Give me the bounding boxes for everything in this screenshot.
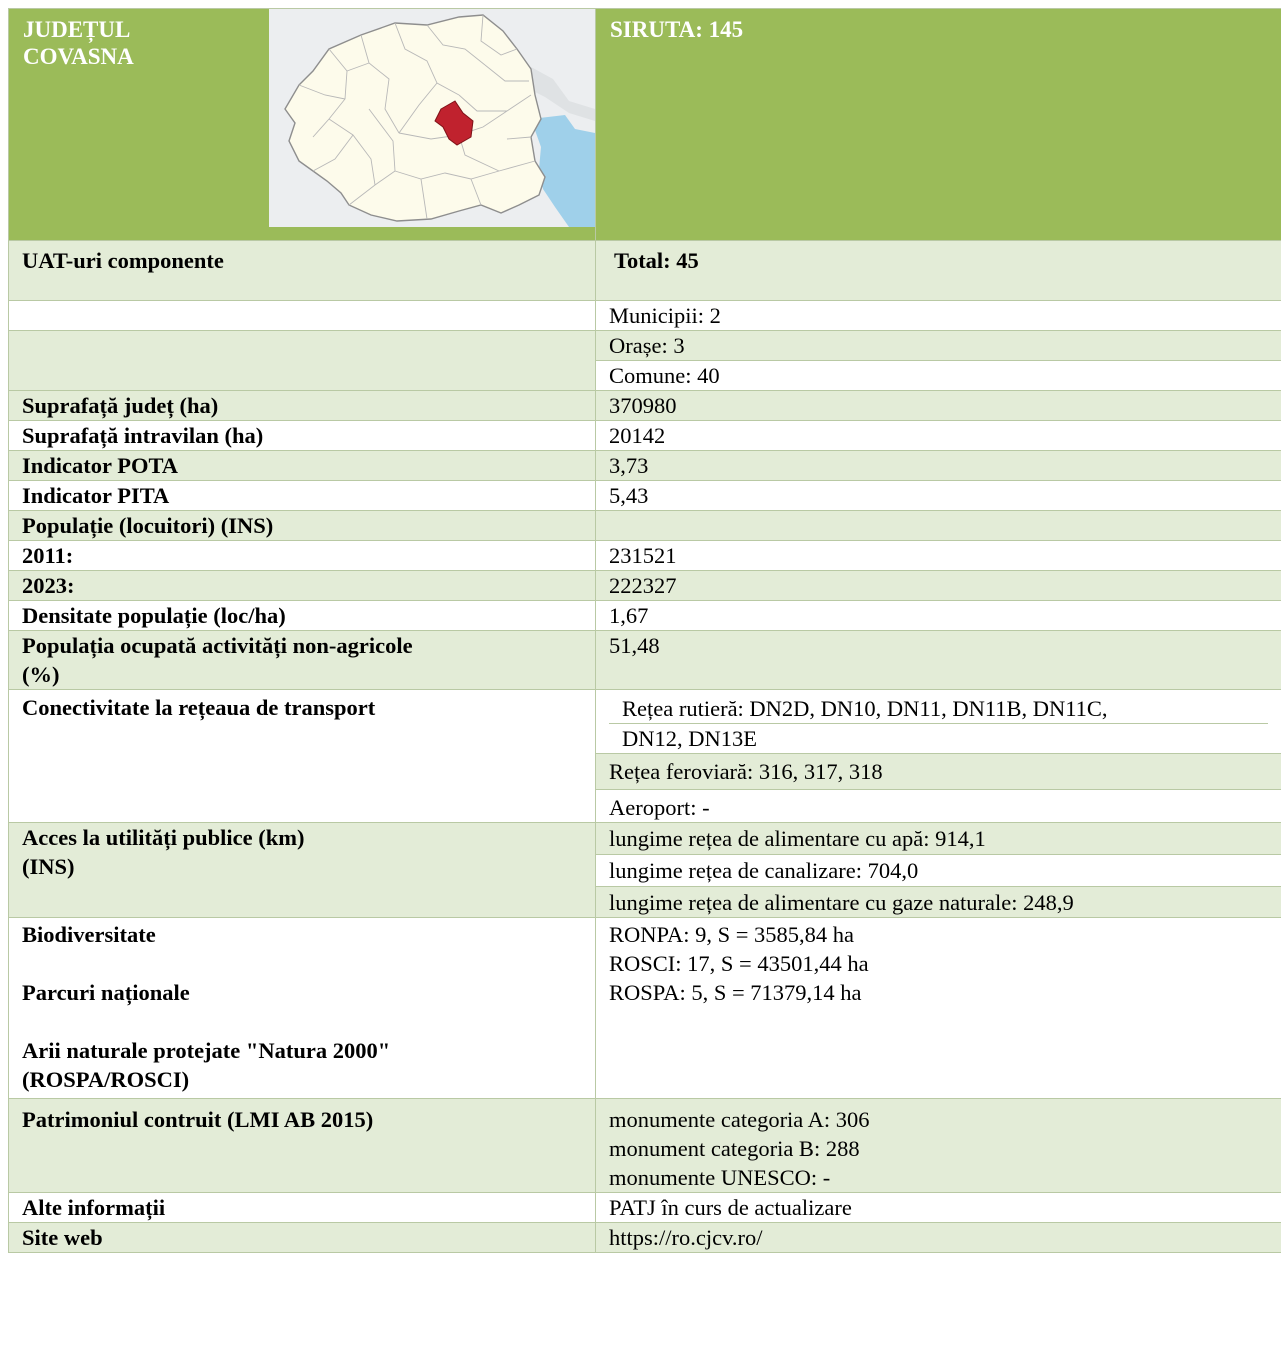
site-web-label: Site web [9, 1223, 596, 1253]
ronpa-value: RONPA: 9, S = 3585,84 ha [609, 922, 855, 947]
alte-informatii-row [9, 1193, 1281, 1223]
categoria-b-value: monument categoria B: 288 [609, 1136, 860, 1161]
suprafata-intravilan-row [9, 421, 1281, 451]
pita-label: Indicator PITA [9, 481, 596, 511]
aeroport-value: Aeroport: - [596, 790, 1281, 822]
comune-value: Comune: 40 [596, 361, 1281, 391]
apa-value: lungime rețea de alimentare cu apă: 914,1 [596, 823, 1281, 855]
utilitati-values [596, 823, 1281, 918]
populatie-row [9, 511, 1281, 541]
site-web-row [9, 1223, 1281, 1253]
alte-informatii-value: PATJ în curs de actualizare [596, 1193, 1281, 1223]
pota-value: 3,73 [596, 451, 1281, 481]
populatie-ocupata-row [9, 631, 1281, 690]
biodiversitate-values [596, 918, 1281, 1099]
municipii-row [9, 301, 1281, 331]
year-2023-label: 2023: [9, 571, 596, 601]
county-title [23, 16, 243, 70]
pita-value: 5,43 [596, 481, 1281, 511]
year-2011-label: 2011: [9, 541, 596, 571]
patrimoniu-row [9, 1099, 1281, 1193]
county-table [8, 8, 1281, 1253]
alte-informatii-label: Alte informații [9, 1193, 596, 1223]
densitate-value: 1,67 [596, 601, 1281, 631]
gaze-value: lungime rețea de alimentare cu gaze naturale: 248,9 [596, 887, 1281, 917]
feroviara-value: Rețea feroviară: 316, 317, 318 [596, 754, 1281, 790]
orase-row [9, 331, 1281, 361]
pota-label: Indicator POTA [9, 451, 596, 481]
transport-row [9, 690, 1281, 823]
orase-value: Orașe: 3 [596, 331, 1281, 361]
rosci-value: ROSCI: 17, S = 43501,44 ha [609, 951, 869, 976]
pota-row [9, 451, 1281, 481]
header-title-cell [9, 9, 596, 241]
patrimoniu-values [596, 1099, 1281, 1193]
romania-map-icon [269, 9, 595, 227]
pita-row [9, 481, 1281, 511]
biodiversitate-label: Biodiversitate Parcuri naționale Arii naturale protejate "Natura 2000" (ROSPA/ROSCI) [9, 918, 596, 1099]
utilitati-label: Acces la utilități publice (km) (INS) [9, 823, 596, 918]
populatie-label: Populație (locuitori) (INS) [9, 511, 596, 541]
site-web-link[interactable]: https://ro.cjcv.ro/ [596, 1223, 1281, 1253]
year-2023-value: 222327 [596, 571, 1281, 601]
header-row [9, 9, 1281, 241]
categoria-a-value: monumente categoria A: 306 [609, 1107, 870, 1132]
biodiversitate-row [9, 918, 1281, 1099]
rutiera-value: Rețea rutieră: DN2D, DN10, DN11, DN11B, DN11C, DN12, DN13E [596, 690, 1281, 754]
siruta-cell: SIRUTA: 145 [596, 9, 1281, 241]
year-2011-value: 231521 [596, 541, 1281, 571]
rospa-value: ROSPA: 5, S = 71379,14 ha [609, 980, 862, 1005]
unesco-value: monumente UNESCO: - [609, 1165, 831, 1190]
populatie-ocupata-value: 51,48 [596, 631, 1281, 690]
suprafata-judet-label: Suprafață județ (ha) [9, 391, 596, 421]
densitate-label: Densitate populație (loc/ha) [9, 601, 596, 631]
populatie-value [596, 511, 1281, 541]
uat-label: UAT-uri componente [9, 241, 596, 301]
populatie-ocupata-label [9, 631, 596, 690]
canalizare-value: lungime rețea de canalizare: 704,0 [596, 855, 1281, 887]
patrimoniu-label: Patrimoniul contruit (LMI AB 2015) [9, 1099, 596, 1193]
transport-values [596, 690, 1281, 823]
populatie-ocupata-label-line1: Populația ocupată activități non-agricole [22, 633, 413, 658]
romania-map-svg [269, 9, 595, 227]
populatie-ocupata-label-line2: (%) [22, 662, 60, 687]
suprafata-intravilan-label: Suprafață intravilan (ha) [9, 421, 596, 451]
suprafata-judet-value: 370980 [596, 391, 1281, 421]
year-2011-row [9, 541, 1281, 571]
transport-label: Conectivitate la rețeaua de transport [9, 690, 596, 823]
county-title-line1: JUDEȚUL [23, 17, 131, 42]
county-title-line2: COVASNA [23, 44, 134, 69]
densitate-row [9, 601, 1281, 631]
year-2023-row [9, 571, 1281, 601]
county-fact-sheet [8, 8, 1281, 1253]
uat-total-row [9, 241, 1281, 301]
municipii-value: Municipii: 2 [596, 301, 1281, 331]
utilitati-row [9, 823, 1281, 918]
suprafata-intravilan-value: 20142 [596, 421, 1281, 451]
uat-total: Total: 45 [596, 241, 1281, 301]
suprafata-judet-row [9, 391, 1281, 421]
